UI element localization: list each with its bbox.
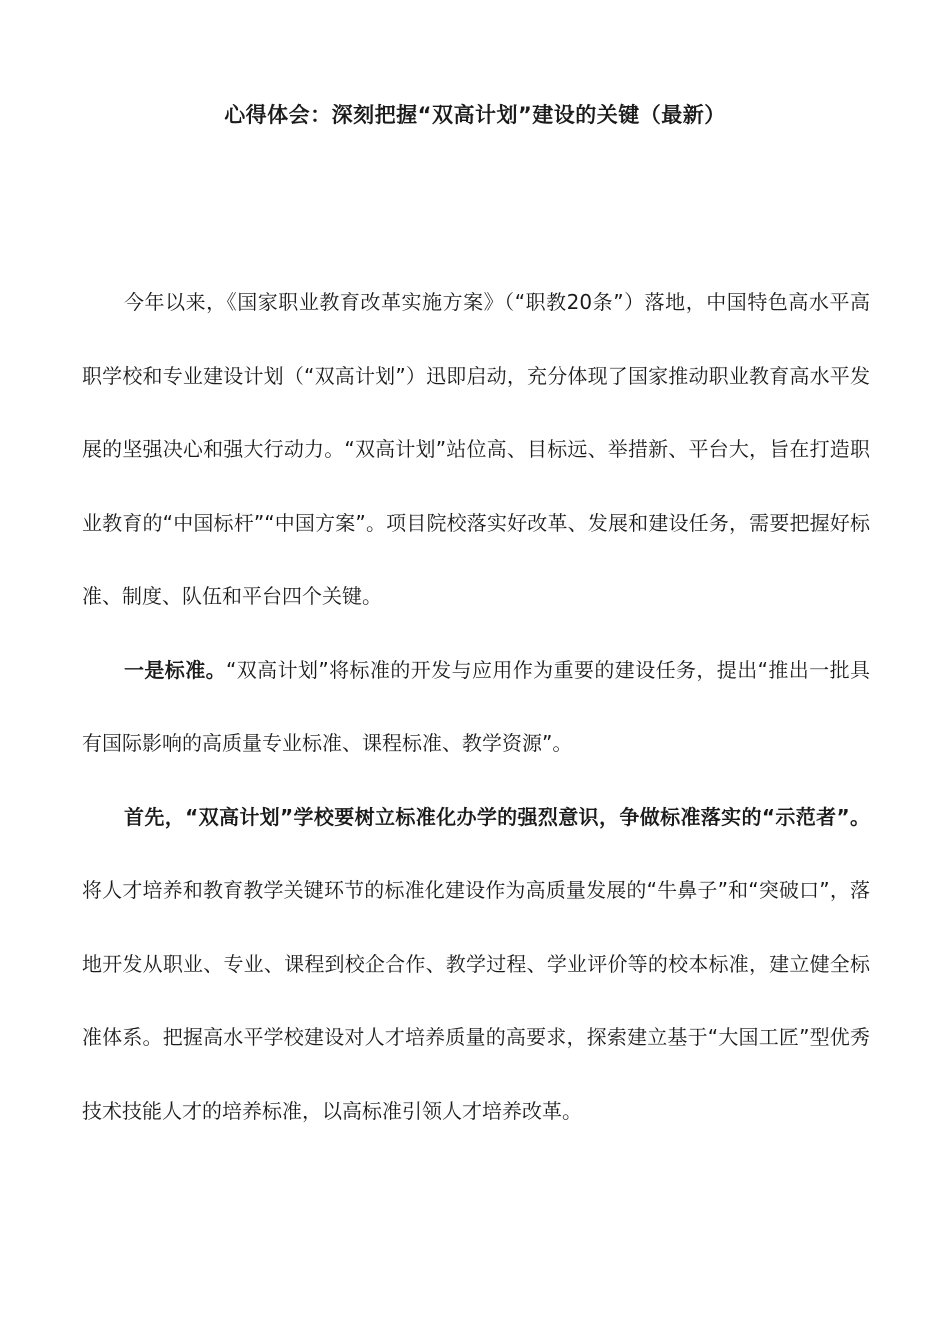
- document-body: [82, 266, 870, 1148]
- paragraph-text: 今年以来，《国家职业教育改革实施方案》（“职教20条”）落地，中国特色高水平高职学校和专业建设计划（“双高计划”）迅即启动，充分体现了国家推动职业教育高水平发展的坚强决心和强大行动力。“双高计划”站位高、目标远、举措新、平台大，旨在打造职业教育的“中国标杆”“中国方案”。项目院校落实好改革、发展和建设任务，需要把握好标准、制度、队伍和平台四个关键。: [82, 290, 870, 608]
- paragraph-lead: 一是标准。: [124, 657, 227, 682]
- paragraph-text: 将人才培养和教育教学关键环节的标准化建设作为高质量发展的“牛鼻子”和“突破口”，落地开发从职业、专业、课程到校企合作、教学过程、学业评价等的校本标准，建立健全标准体系。把握高水平学校建设对人才培养质量的高要求，探索建立基于“大国工匠”型优秀技术技能人才的培养标准，以高标准引领人才培养改革。: [82, 878, 870, 1123]
- paragraph-lead: 首先，“双高计划”学校要树立标准化办学的强烈意识，争做标准落实的“示范者”。: [124, 804, 870, 829]
- paragraph-standard: [82, 634, 870, 781]
- paragraph-first: [82, 781, 870, 1149]
- paragraph-text: “双高计划”将标准的开发与应用作为重要的建设任务，提出“推出一批具有国际影响的高质量专业标准、课程标准、教学资源”。: [82, 657, 870, 755]
- document-title: 心得体会：深刻把握“双高计划”建设的关键（最新）: [224, 103, 726, 127]
- paragraph-intro: [82, 266, 870, 634]
